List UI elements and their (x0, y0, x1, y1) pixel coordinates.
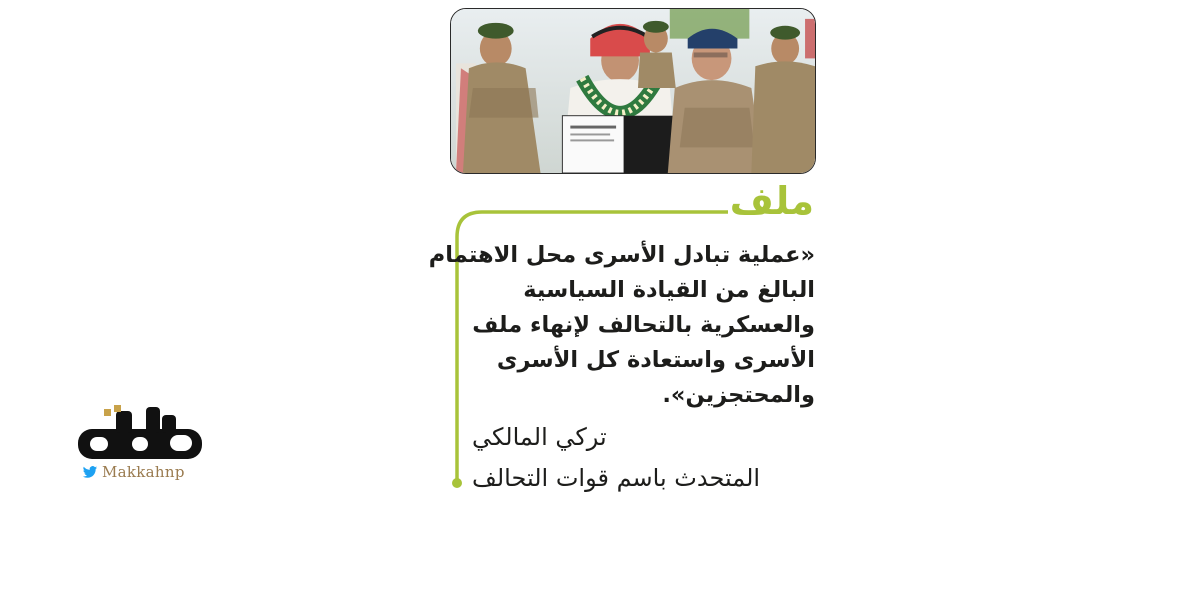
quote-text (428, 238, 815, 413)
section-title: ملف (729, 179, 814, 223)
quote-line: البالغ من القيادة السياسية (523, 277, 815, 303)
logo-handle-text: Makkahnp (102, 463, 185, 481)
makkah-logo-mark (76, 405, 206, 463)
quote-line: «عملية تبادل الأسرى محل الاهتمام (428, 242, 815, 268)
quote-line: والعسكرية بالتحالف لإنهاء ملف (472, 312, 815, 338)
frame-end-dot (452, 478, 462, 488)
logo-handle (82, 463, 185, 481)
speaker-role: المتحدث باسم قوات التحالف (472, 464, 761, 492)
twitter-bird-icon (82, 466, 98, 479)
makkah-logo[interactable] (76, 405, 206, 487)
speaker-name: تركي المالكي (472, 423, 607, 451)
quote-line: والمحتجزين». (662, 382, 815, 408)
news-photo (450, 8, 816, 174)
photo-illustration (451, 9, 815, 173)
quote-line: الأسرى واستعادة كل الأسرى (496, 347, 815, 373)
